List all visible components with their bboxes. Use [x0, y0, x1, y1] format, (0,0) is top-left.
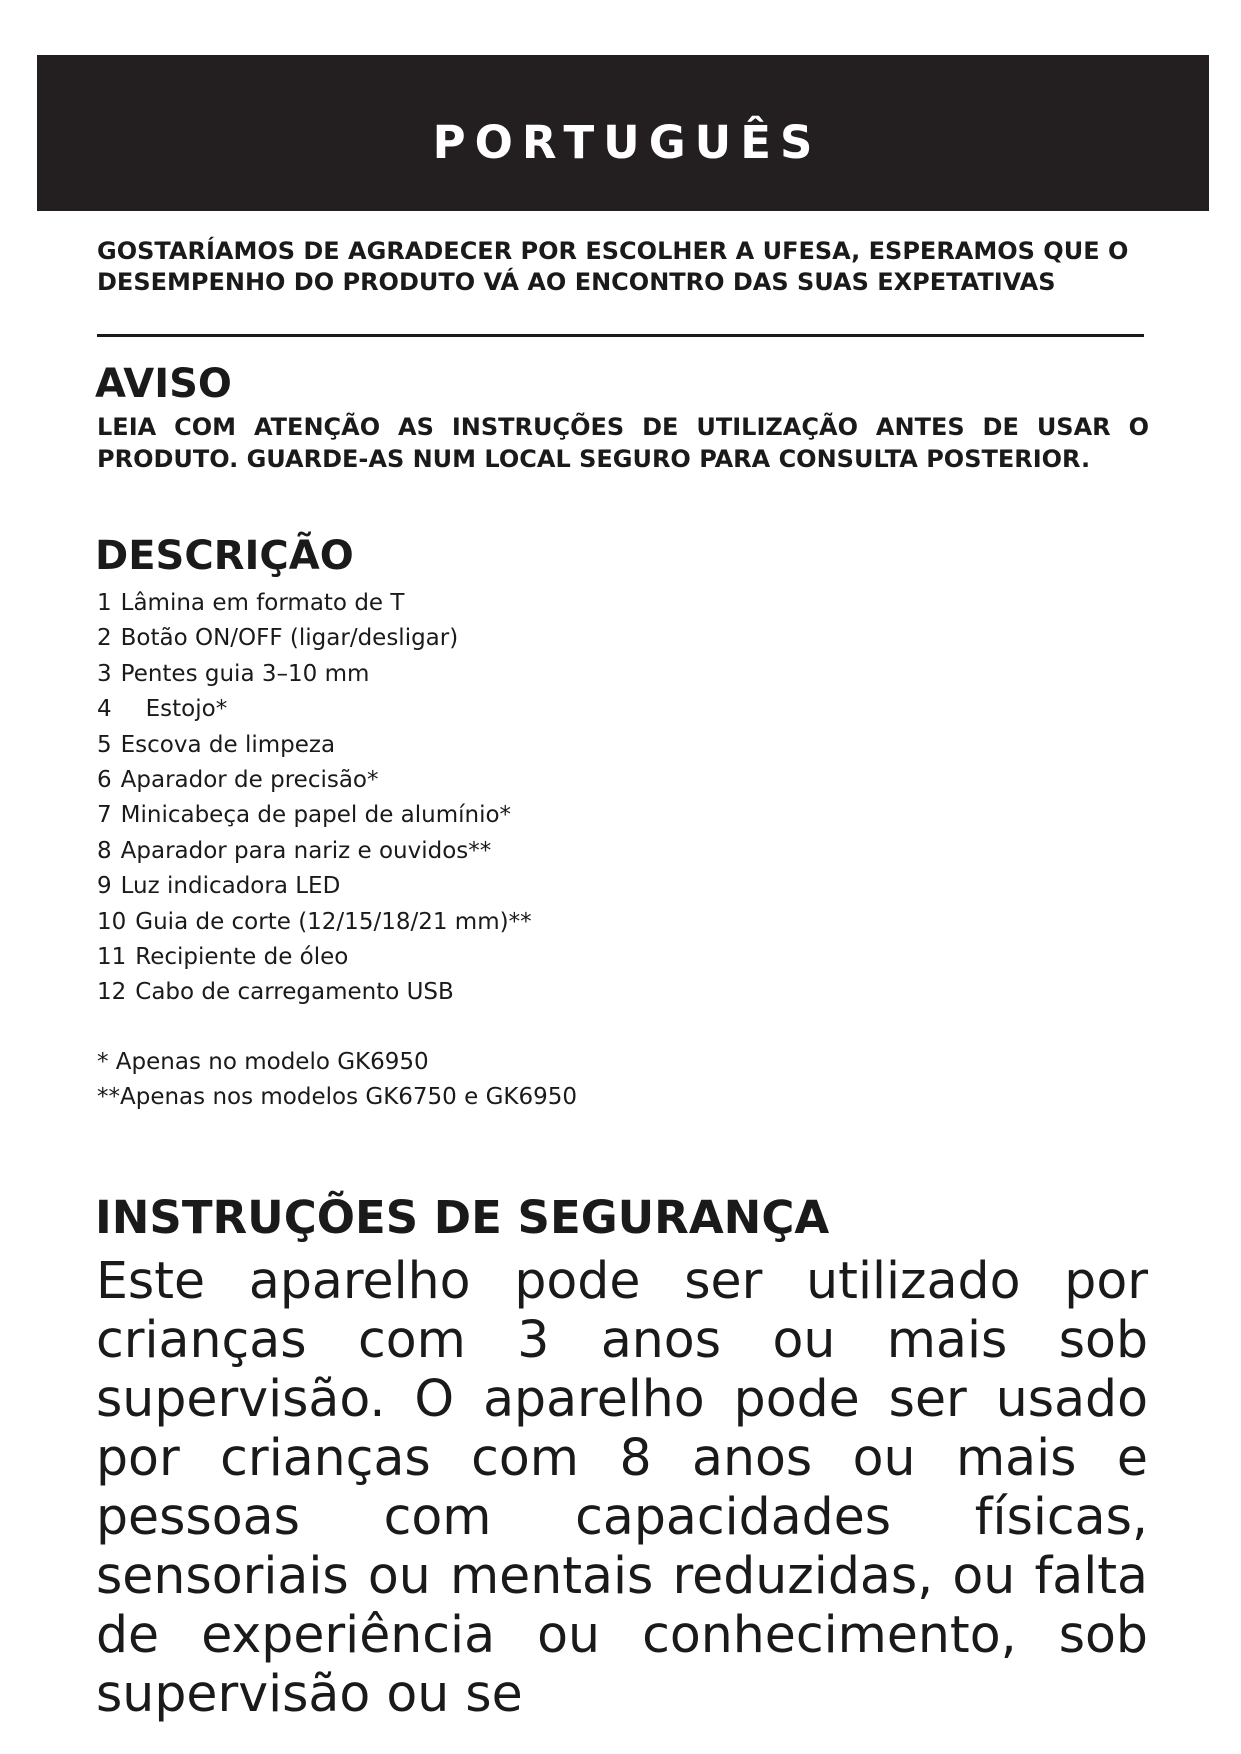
- warning-heading: AVISO: [95, 361, 232, 407]
- list-item: [97, 940, 532, 975]
- item-label: Pentes guia 3–10 mm: [120, 660, 370, 687]
- item-label: Recipiente de óleo: [135, 944, 349, 971]
- item-label: Escova de limpeza: [120, 731, 336, 758]
- thank-you-message: GOSTARÍAMOS DE AGRADECER POR ESCOLHER A UFESA, ESPERAMOS QUE O DESEMPENHO DO PRODUTO VÁ AO ENCONTRO DAS SUAS EXPETATIVAS: [97, 237, 1129, 296]
- list-item: [97, 586, 532, 621]
- list-item: [97, 798, 532, 833]
- section-divider: [97, 334, 1144, 337]
- warning-text: LEIA COM ATENÇÃO AS INSTRUÇÕES DE UTILIZAÇÃO ANTES DE USAR O PRODUTO. GUARDE-AS NUM LOCAL SEGURO PARA CONSULTA POSTERIOR.: [97, 413, 1149, 473]
- list-item: [97, 728, 532, 763]
- list-item: [97, 621, 532, 656]
- item-label: Cabo de carregamento USB: [135, 979, 454, 1006]
- description-heading: DESCRIÇÃO: [95, 533, 354, 579]
- list-item: [97, 869, 532, 904]
- parts-list: [97, 586, 532, 1011]
- item-number: 1: [97, 590, 112, 616]
- model-note: **Apenas nos modelos GK6750 e GK6950: [97, 1084, 578, 1110]
- item-label: Aparador de precisão*: [120, 767, 379, 794]
- safety-text: Este aparelho pode ser utilizado por crianças com 3 anos ou mais sob supervisão. O aparelho pode ser usado por crianças com 8 anos ou mais e pessoas com capacidades físicas, sensoriais ou mentais reduzidas, ou falta de experiência ou conhecimento, sob supervisão ou se: [96, 1251, 1148, 1723]
- item-label: Lâmina em formato de T: [120, 590, 405, 616]
- item-number: 7: [97, 802, 112, 829]
- item-number: 4: [97, 696, 112, 723]
- list-item: [97, 905, 532, 940]
- item-number: 12: [97, 979, 127, 1006]
- item-label: Aparador para nariz e ouvidos**: [120, 837, 492, 864]
- item-number: 8: [97, 837, 112, 864]
- language-title: PORTUGUÊS: [432, 115, 822, 169]
- model-notes: [97, 1045, 577, 1115]
- item-label: Botão ON/OFF (ligar/desligar): [120, 625, 459, 652]
- list-item: [97, 834, 532, 869]
- item-number: 9: [97, 873, 112, 900]
- item-label: Estojo*: [145, 696, 228, 723]
- safety-heading: INSTRUÇÕES DE SEGURANÇA: [95, 1191, 830, 1244]
- model-note: * Apenas no modelo GK6950: [97, 1049, 429, 1075]
- item-number: 2: [97, 625, 112, 652]
- item-label: Luz indicadora LED: [120, 873, 341, 900]
- item-number: 3: [97, 660, 112, 687]
- language-banner: [37, 55, 1209, 211]
- list-item: [97, 975, 532, 1010]
- list-item: [97, 692, 532, 727]
- item-number: 11: [97, 944, 127, 971]
- item-label: Minicabeça de papel de alumínio*: [120, 802, 512, 829]
- list-item: [97, 657, 532, 692]
- item-number: 10: [97, 908, 127, 935]
- item-label: Guia de corte (12/15/18/21 mm)**: [135, 908, 532, 935]
- item-number: 6: [97, 767, 112, 794]
- item-number: 5: [97, 731, 112, 758]
- list-item: [97, 763, 532, 798]
